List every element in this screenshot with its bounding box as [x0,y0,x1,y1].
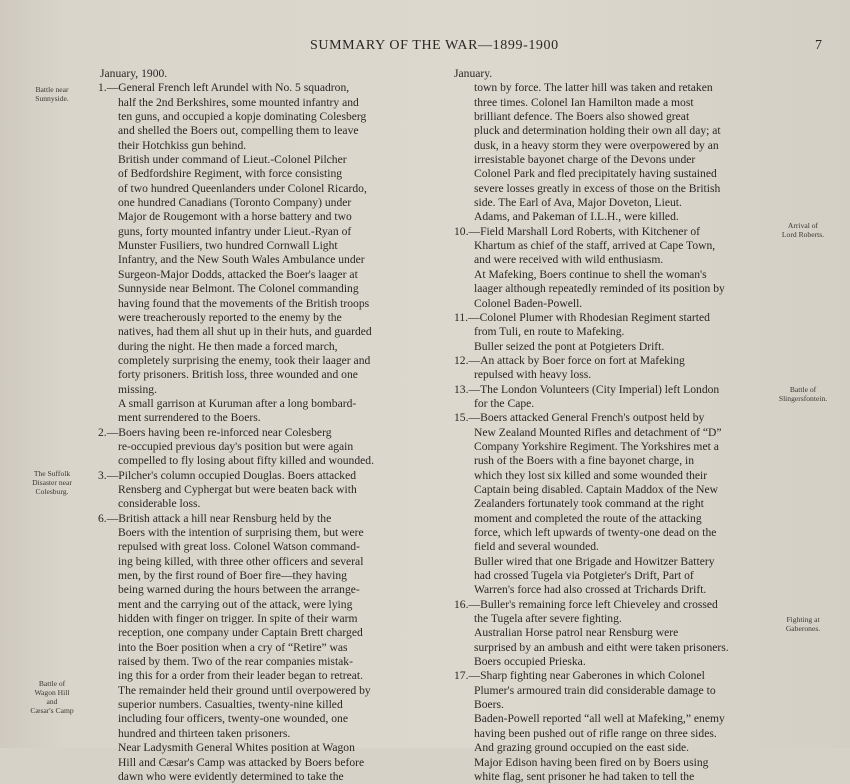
margin-note-line: Arrival of [787,221,819,230]
text-line: 17.—Sharp fighting near Gaberones in which Colonel [454,669,705,683]
text-line: hundred and thirteen taken prisoners. [118,726,291,740]
text-line: And grazing ground occupied on the east side. [474,741,690,755]
margin-note-suffolk-disaster [20,469,84,496]
text-line: Company Yorkshire Regiment. The Yorkshires met a [474,439,719,453]
text-line: 16.—Buller's remaining force left Chieveley and crossed [454,597,718,611]
text-line: into the Boer position when a cry of “Retire” was [118,640,348,654]
text-line: for the Cape. [474,396,535,410]
text-line: Adams, and Pakeman of I.L.H., were killed. [474,210,679,224]
text-line: Infantry, and the New South Wales Ambulance under [118,253,365,267]
text-line: surprised by an ambush and eitht were taken prisoners. [474,640,729,654]
date-heading-right: January. [454,67,493,80]
text-line: Baden-Powell reported “all well at Mafeking,” enemy [474,712,725,726]
text-line: Surgeon-Major Dodds, attacked the Boer's laager at [118,267,358,281]
text-line: 12.—An attack by Boer force on fort at Mafeking [454,353,685,367]
text-line: one hundred Canadians (Toronto Company) under [118,196,352,210]
text-line: Captain being disabled. Captain Maddox of the New [474,482,719,496]
margin-note-line: Battle near [35,85,69,94]
text-line: dusk, in a heavy storm they were overpowered by an [474,138,719,152]
text-line: Munster Fusiliers, two hundred Cornwall Light [118,239,338,253]
margin-note-sunnyside [20,85,84,103]
text-line: Australian Horse patrol near Rensburg were [474,626,679,640]
text-line: moment and completed the route of the attacking [474,511,702,525]
text-line: forty prisoners. British loss, three wounded and one [118,368,358,382]
text-line: ment surrendered to the Boers. [118,411,261,425]
text-line: 11.—Colonel Plumer with Rhodesian Regiment started [454,310,710,324]
margin-note-line: Colesburg. [35,487,69,496]
text-line: The remainder held their ground until overpowered by [118,683,371,697]
text-line: the Tugela after severe fighting. [474,612,622,626]
text-line: compelled to fly losing about fifty killed and wounded. [118,454,374,468]
margin-note-line: Battle of [789,385,817,394]
text-line: were treacherously reported to the enemy by the [118,310,342,324]
text-line: Rensberg and Cyphergat but were beaten back with [118,482,357,496]
text-line: 2.—Boers having been re-inforced near Colesberg [98,425,332,439]
text-line: Boers with the intention of surprising them, but were [118,526,364,539]
text-line: repulsed with great loss. Colonel Watson command- [118,540,360,554]
text-line: Boers. [474,698,504,712]
margin-note-slingersfontein [768,385,838,403]
text-line: and were received with wild enthusiasm. [474,253,664,267]
text-line: their Hotchkiss gun behind. [118,138,247,152]
text-line: 3.—Pilcher's column occupied Douglas. Boers attacked [98,468,357,482]
margin-note-line: Lord Roberts. [781,230,825,239]
text-line: New Zealand Mounted Rifles and detachment of “D” [474,425,722,439]
margin-note-line: Gaberones. [785,624,821,633]
text-line: had crossed Tugela via Potgieter's Drift, Part of [474,569,694,583]
text-line: hidden with finger on trigger. In spite of their warm [118,612,358,626]
text-line: 1.—General French left Arundel with No. 5 squadron, [98,81,350,95]
text-line: repulsed with heavy loss. [474,368,592,382]
header-title: SUMMARY OF THE WAR—1899-1900 [310,38,559,53]
text-line: severe losses greatly in excess of those on the British [474,181,721,195]
margin-note-line: Sunnyside. [35,94,69,103]
text-line: Khartum as chief of the staff, arrived at Cape Town, [474,239,716,253]
text-line: ing being killed, with three other officers and several [118,554,364,568]
date-heading-left: January, 1900. [100,67,168,80]
margin-note-line: Wagon Hill [34,688,70,697]
text-line: 6.—British attack a hill near Rensburg held by the [98,511,332,525]
text-line: having found that the movements of the British troops [118,296,370,310]
text-line: having been pushed out of rifle range on three sides. [474,726,717,740]
text-line: field and several wounded. [474,540,599,554]
text-line: 13.—The London Volunteers (City Imperial) left London [454,382,720,396]
text-line: Major de Rougemont with a horse battery and two [118,210,352,224]
margin-note-line: Fighting at [786,615,820,624]
text-line: British under command of Lieut.-Colonel Pilcher [118,153,347,167]
text-line: At Mafeking, Boers continue to shell the woman's [474,267,707,281]
running-header [0,38,850,58]
text-line: Major Edison having been fired on by Boers using [474,755,709,769]
text-line: men, by the first round of Boer fire—they having [118,569,347,583]
text-line: three times. Colonel Ian Hamilton made a most [474,95,694,109]
text-line: superior numbers. Casualties, twenty-nine killed [118,698,343,712]
text-line: side. The Earl of Ava, Major Doveton, Lieut. [474,196,682,210]
text-line: raised by them. Two of the rear companies mistak- [118,655,353,669]
page-number: 7 [815,38,822,53]
text-line: and shelled the Boers out, compelling them to leave [118,124,359,138]
text-line: guns, forty mounted infantry under Lieut.-Ryan of [118,224,352,238]
text-line: pluck and determination holding their own all day; at [474,124,721,138]
text-line: white flag, sent prisoner he had taken to tell the [474,769,695,783]
text-line: dawn who were evidently determined to take the [118,769,344,783]
text-line: Colonel Baden-Powell. [474,296,583,310]
text-line: ment and the carrying out of the attack, were lying [118,597,353,611]
right-column-text [454,81,772,784]
margin-note-line: Slingersfontein. [778,394,828,403]
margin-note-wagon-hill [20,679,84,715]
text-line: of two hundred Queenlanders under Colonel Ricardo, [118,181,367,195]
text-line: A small garrison at Kuruman after a long bombard- [118,396,357,410]
text-line: ten guns, and occupied a kopje dominating Colesberg [118,110,367,124]
text-line: Buller seized the pont at Potgieters Drift. [474,339,665,353]
text-line: ing this for a order from their leader began to retreat. [118,669,363,683]
text-line: Boers occupied Prieska. [474,655,586,669]
left-column-text [98,81,418,784]
text-line: irresistable bayonet charge of the Devons under [474,153,696,167]
text-line: including four officers, twenty-one wounded, one [118,712,348,726]
text-line: rush of the Boers with a fine bayonet charge, in [474,454,695,468]
text-line: reception, one company under Captain Brett charged [118,626,363,640]
text-line: which they lost six killed and some wounded their [474,468,708,482]
margin-note-line: The Suffolk [33,469,71,478]
text-line: natives, had them all shut up in their huts, and guarded [118,325,372,339]
text-line: Buller wired that one Brigade and Howitzer Battery [474,554,715,568]
left-column [98,67,418,784]
text-line: during the night. He then made a forced march, [118,339,338,353]
text-line: 10.—Field Marshall Lord Roberts, with Kitchener of [454,224,700,238]
right-column [454,67,772,784]
text-line: Zealanders fortunately took command at the right [474,497,704,511]
text-line: town by force. The latter hill was taken and retaken [474,81,713,95]
text-line: force, which left upwards of twenty-one dead on the [474,526,717,539]
text-line: re-occupied previous day's position but were again [118,439,354,453]
margin-note-lord-roberts [768,221,838,239]
text-line: laager although repeatedly reminded of its position by [474,282,725,296]
margin-note-line: Disaster near [32,478,72,487]
margin-note-gaberones [768,615,838,633]
text-line: being warned during the hours between the arrange- [118,583,360,597]
text-line: Plumer's armoured train did considerable damage to [474,683,716,697]
text-line: Near Ladysmith General Whites position at Wagon [118,741,355,755]
text-line: Colonel Park and fled precipitately having sustained [474,167,717,181]
text-line: brilliant defence. The Boers also showed great [474,110,690,124]
text-line: half the 2nd Berkshires, some mounted infantry and [118,95,359,109]
text-line: Sunnyside near Belmont. The Colonel commanding [118,282,359,296]
text-line: considerable loss. [118,497,201,511]
text-line: from Tuli, en route to Mafeking. [474,325,625,339]
text-line: completely surprising the enemy, took their laager and [118,353,371,367]
text-line: missing. [118,382,157,396]
margin-note-line: Battle of [38,679,66,688]
margin-note-line: Cæsar's Camp [30,706,74,715]
text-line: Hill and Cæsar's Camp was attacked by Boers before [118,755,365,769]
text-line: 15.—Boers attacked General French's outpost held by [454,411,705,425]
text-line: Warren's force had also crossed at Trichards Drift. [474,583,707,597]
text-line: of Bedfordshire Regiment, with force consisting [118,167,343,181]
margin-note-line: and [46,697,58,706]
